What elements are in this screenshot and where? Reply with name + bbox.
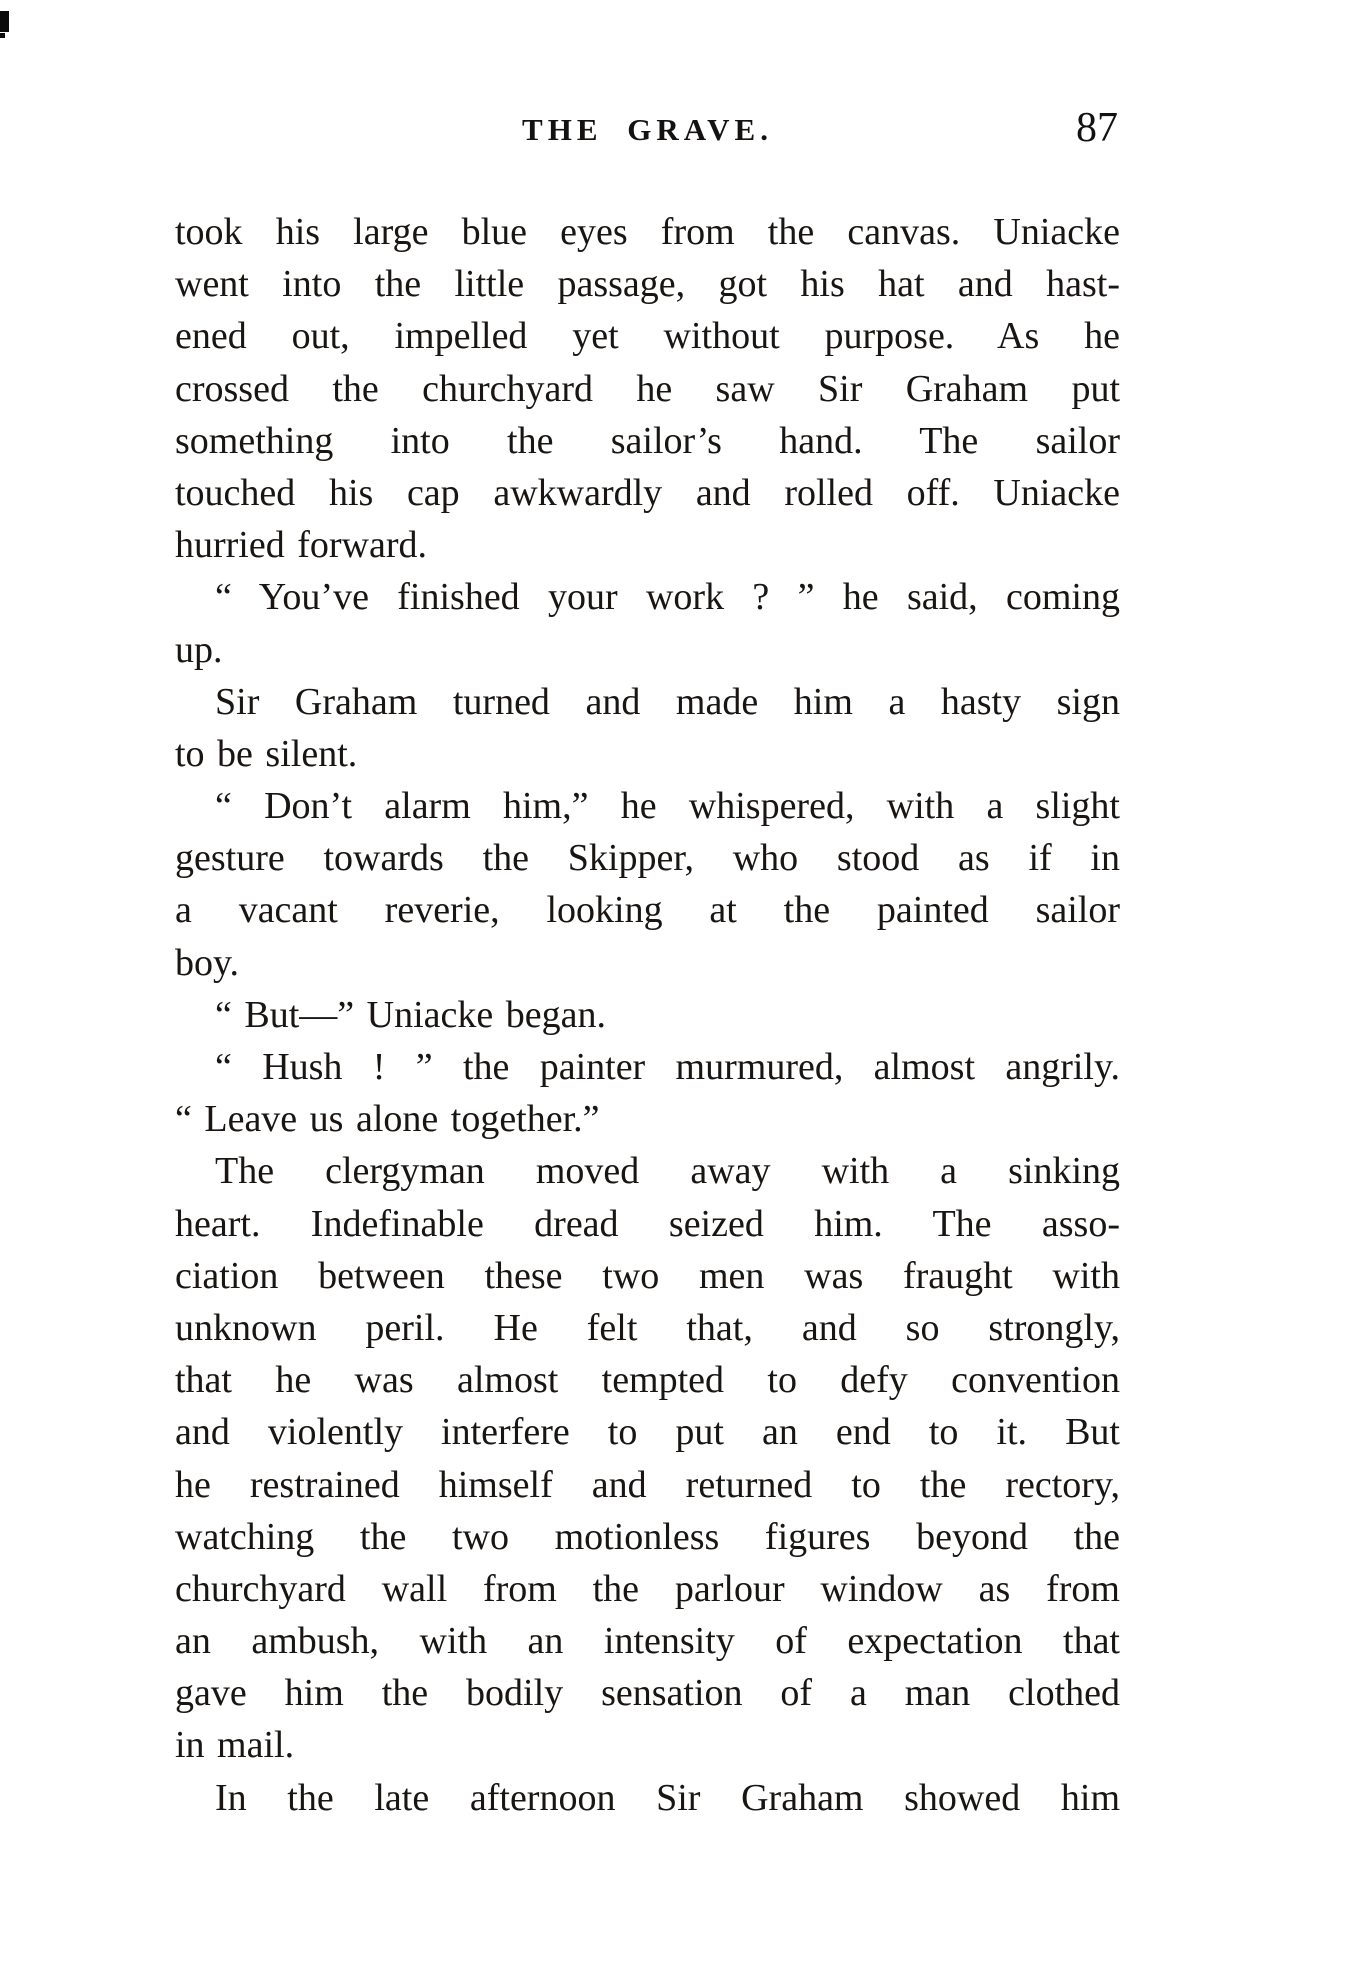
text-line: to be silent.: [175, 732, 358, 775]
text-line: The clergyman moved away with a sinking: [215, 1150, 1120, 1193]
text-line: “ But—” Uniacke began.: [215, 993, 606, 1036]
text-line: heart. Indefinable dread seized him. The asso-: [175, 1202, 1120, 1245]
text-line: In the late afternoon Sir Graham showed him: [215, 1776, 1120, 1819]
text-line: went into the little passage, got his hat and hast-: [175, 263, 1120, 306]
scan-artifact-mark-tail: [0, 33, 5, 38]
text-line: Sir Graham turned and made him a hasty sign: [215, 680, 1120, 723]
body-text: [175, 206, 1120, 1824]
text-line: up.: [175, 628, 223, 671]
running-title: THE GRAVE.: [522, 112, 773, 147]
text-line: he restrained himself and returned to the rectory,: [175, 1463, 1120, 1506]
text-line: churchyard wall from the parlour window as from: [175, 1567, 1120, 1610]
text-line: a vacant reverie, looking at the painted sailor: [175, 889, 1120, 932]
text-line: touched his cap awkwardly and rolled off. Uniacke: [175, 471, 1120, 514]
text-line: “ Hush ! ” the painter murmured, almost angrily.: [215, 1046, 1120, 1088]
text-line: “ Don’t alarm him,” he whispered, with a slight: [215, 785, 1120, 828]
page-number: 87: [1076, 105, 1118, 151]
text-line: took his large blue eyes from the canvas. Uniacke: [175, 211, 1120, 253]
text-line: “ Leave us alone together.”: [175, 1098, 600, 1141]
text-line: an ambush, with an intensity of expectation that: [175, 1620, 1120, 1663]
text-line: unknown peril. He felt that, and so strongly,: [175, 1306, 1120, 1349]
text-line: that he was almost tempted to defy convention: [175, 1359, 1120, 1402]
text-line: boy.: [175, 941, 240, 984]
scan-artifact-mark: [0, 11, 9, 32]
text-line: ciation between these two men was fraught with: [175, 1254, 1120, 1297]
page-header: [175, 104, 1120, 160]
text-line: and violently interfere to put an end to it. But: [175, 1411, 1120, 1454]
text-line: in mail.: [175, 1724, 295, 1767]
text-line: ened out, impelled yet without purpose. As he: [175, 315, 1120, 358]
text-line: hurried forward.: [175, 524, 428, 567]
text-line: “ You’ve finished your work ? ” he said, coming: [215, 576, 1120, 619]
text-line: gave him the bodily sensation of a man clothed: [175, 1672, 1120, 1715]
text-line: gesture towards the Skipper, who stood as if in: [175, 837, 1120, 880]
text-line: crossed the churchyard he saw Sir Graham put: [175, 367, 1120, 410]
text-line: something into the sailor’s hand. The sailor: [175, 419, 1120, 462]
text-line: watching the two motionless figures beyond the: [175, 1515, 1120, 1558]
